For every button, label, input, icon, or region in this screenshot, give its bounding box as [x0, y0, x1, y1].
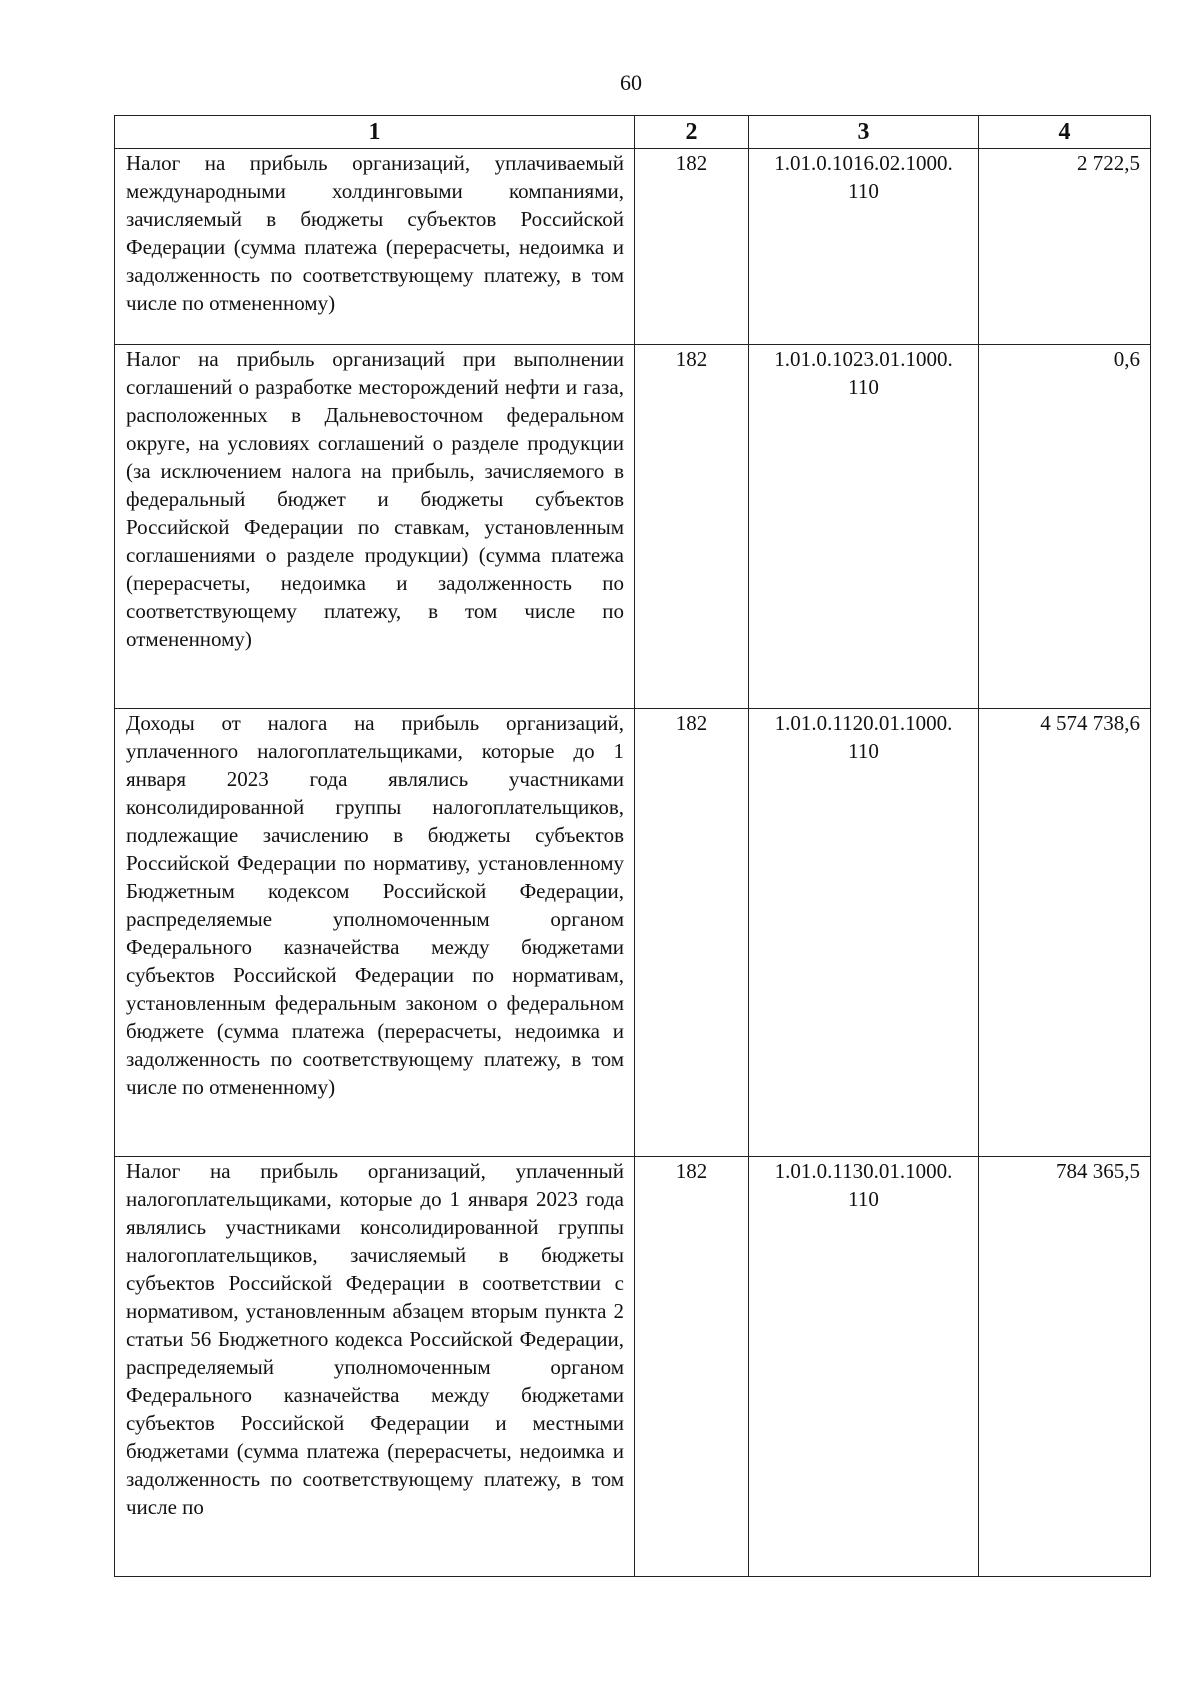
row-amount: 0,6: [979, 345, 1151, 709]
kbk-code-line-1: 1.01.0.1130.01.1000.: [774, 1159, 953, 1183]
column-header-3: 3: [749, 116, 979, 149]
row-kbk-code: [749, 709, 979, 1157]
kbk-code-line-1: 1.01.0.1016.02.1000.: [774, 151, 953, 175]
kbk-code-line-2: 110: [848, 739, 879, 763]
page-number: 60: [620, 70, 642, 95]
table-row: [115, 709, 1151, 1157]
column-header-4: 4: [979, 116, 1151, 149]
kbk-code-line-1: 1.01.0.1023.01.1000.: [774, 347, 953, 371]
row-kbk-code: [749, 345, 979, 709]
kbk-code-line-2: 110: [848, 375, 879, 399]
kbk-code-line-2: 110: [848, 179, 879, 203]
row-description: Налог на прибыль организаций, уплаченный налогоплательщиками, которые до 1 января 2023 года являлись участниками консолидированной группы налогоплательщиков, зачисляемый в бюджеты субъектов Российской Федерации в соответствии с нормативом, установленным абзацем вторым пункта 2 статьи 56 Бюджетного кодекса Российской Федерации, распределяемый уполномоченным органом Федерального казначейства между бюджетами субъектов Российской Федерации и местными бюджетами (сумма платежа (перерасчеты, недоимка и задолженность по соответствующему платежу, в том числе по: [115, 1157, 635, 1577]
row-description: Налог на прибыль организаций при выполнении соглашений о разработке месторождений нефти и газа, расположенных в Дальневосточном федеральном округе, на условиях соглашений о разделе продукции (за исключением налога на прибыль, зачисляемого в федеральный бюджет и бюджеты субъектов Российской Федерации по ставкам, установленным соглашениями о разделе продукции) (сумма платежа (перерасчеты, недоимка и задолженность по соответствующему платежу, в том числе по отмененному): [115, 345, 635, 709]
row-kbk-code: [749, 149, 979, 345]
column-header-1: 1: [115, 116, 635, 149]
row-admin-code: 182: [635, 709, 749, 1157]
revenue-table: [114, 115, 1151, 1577]
row-amount: 784 365,5: [979, 1157, 1151, 1577]
row-admin-code: 182: [635, 1157, 749, 1577]
row-amount: 4 574 738,6: [979, 709, 1151, 1157]
column-header-2: 2: [635, 116, 749, 149]
kbk-code-line-1: 1.01.0.1120.01.1000.: [774, 711, 953, 735]
table-row: [115, 1157, 1151, 1577]
row-admin-code: 182: [635, 149, 749, 345]
table-header-row: [115, 116, 1151, 149]
row-kbk-code: [749, 1157, 979, 1577]
kbk-code-line-2: 110: [848, 1187, 879, 1211]
row-admin-code: 182: [635, 345, 749, 709]
table-row: [115, 345, 1151, 709]
row-description: Налог на прибыль организаций, уплачиваемый международными холдинговыми компаниями, зачисляемый в бюджеты субъектов Российской Федерации (сумма платежа (перерасчеты, недоимка и задолженность по соответствующему платежу, в том числе по отмененному): [115, 149, 635, 345]
row-amount: 2 722,5: [979, 149, 1151, 345]
table-row: [115, 149, 1151, 345]
row-description: Доходы от налога на прибыль организаций, уплаченного налогоплательщиками, которые до 1 января 2023 года являлись участниками консолидированной группы налогоплательщиков, подлежащие зачислению в бюджеты субъектов Российской Федерации по нормативу, установленному Бюджетным кодексом Российской Федерации, распределяемые уполномоченным органом Федерального казначейства между бюджетами субъектов Российской Федерации по нормативам, установленным федеральным законом о федеральном бюджете (сумма платежа (перерасчеты, недоимка и задолженность по соответствующему платежу, в том числе по отмененному): [115, 709, 635, 1157]
